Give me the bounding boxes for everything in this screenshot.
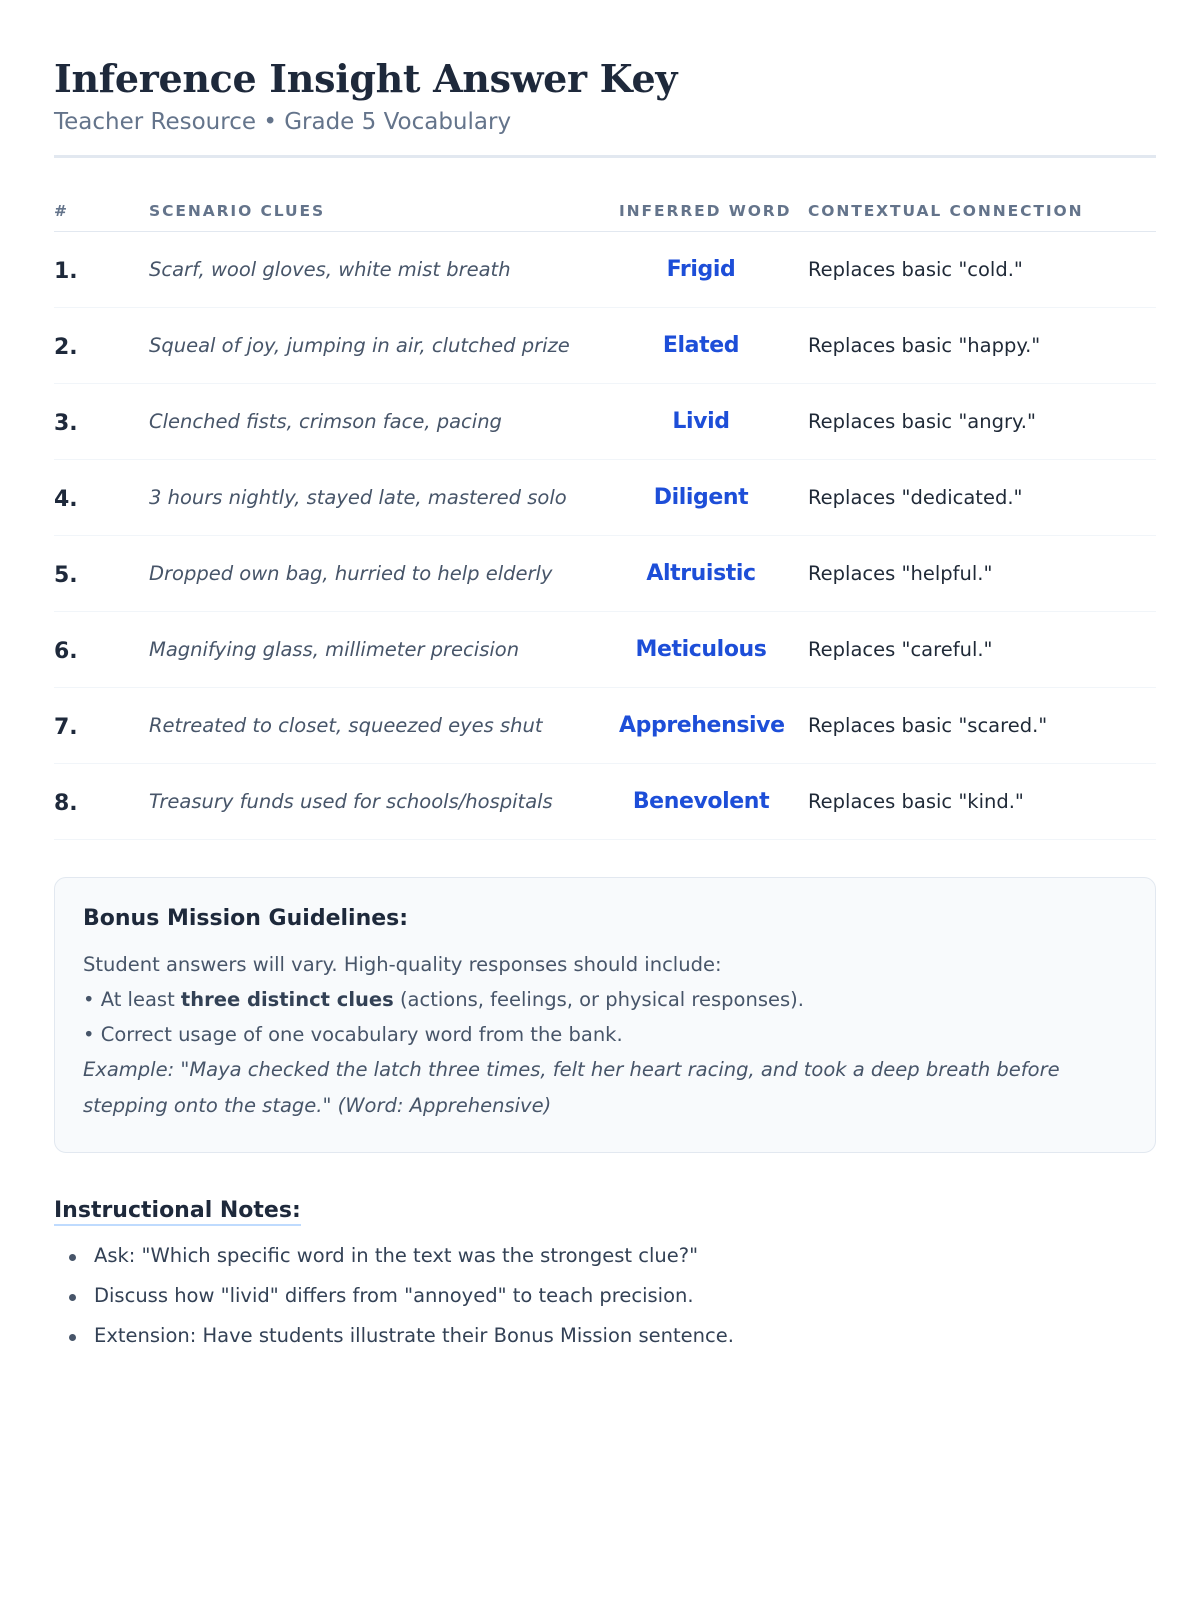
list-item (54, 1244, 734, 1284)
page-title: Inference Insight Answer Key (54, 56, 678, 101)
contextual-connection: Replaces basic "angry." (808, 410, 1036, 433)
bullet-icon (69, 1254, 76, 1261)
bonus-point-emphasis: three distinct clues (180, 988, 394, 1011)
inferred-word: Apprehensive (619, 713, 785, 738)
bonus-mission-panel (54, 877, 1156, 1153)
scenario-clues: Scarf, wool gloves, white mist breath (149, 258, 511, 281)
column-header-connection: CONTEXTUAL CONNECTION (808, 202, 1084, 220)
scenario-clues: Clenched fists, crimson face, pacing (149, 410, 502, 433)
table-row (54, 384, 1156, 460)
inferred-word: Livid (672, 409, 730, 434)
table-row (54, 688, 1156, 764)
bonus-point-prefix: • At least (83, 988, 181, 1011)
list-item (54, 1324, 734, 1364)
title-divider (54, 155, 1156, 158)
column-header-clues: SCENARIO CLUES (149, 202, 326, 220)
bullet-icon (69, 1294, 76, 1301)
inferred-word: Frigid (666, 257, 736, 282)
row-number: 8. (54, 791, 78, 816)
scenario-clues: Treasury funds used for schools/hospitals (149, 790, 553, 813)
inferred-word: Meticulous (635, 637, 767, 662)
scenario-clues: 3 hours nightly, stayed late, mastered solo (149, 486, 567, 509)
bonus-intro: Student answers will vary. High-quality responses should include: (83, 953, 722, 976)
contextual-connection: Replaces "helpful." (808, 562, 993, 585)
contextual-connection: Replaces "careful." (808, 638, 993, 661)
table-row (54, 232, 1156, 308)
note-text: Discuss how "livid" differs from "annoyed" to teach precision. (94, 1284, 694, 1307)
contextual-connection: Replaces basic "cold." (808, 258, 1023, 281)
bonus-title: Bonus Mission Guidelines: (83, 906, 409, 931)
bonus-point-vocabulary: • Correct usage of one vocabulary word from the bank. (83, 1023, 623, 1046)
contextual-connection: Replaces "dedicated." (808, 486, 1023, 509)
scenario-clues: Squeal of joy, jumping in air, clutched prize (149, 334, 570, 357)
contextual-connection: Replaces basic "kind." (808, 790, 1024, 813)
inferred-word: Diligent (653, 485, 749, 510)
scenario-clues: Retreated to closet, squeezed eyes shut (149, 714, 543, 737)
row-number: 7. (54, 715, 78, 740)
notes-title: Instructional Notes: (54, 1198, 301, 1226)
bullet-icon (69, 1334, 76, 1341)
row-number: 4. (54, 487, 78, 512)
table-row (54, 460, 1156, 536)
inferred-word: Elated (662, 333, 740, 358)
inferred-word: Benevolent (632, 789, 770, 814)
bonus-point-suffix: (actions, feelings, or physical responses). (393, 988, 804, 1011)
list-item (54, 1284, 734, 1324)
column-header-number: # (54, 202, 69, 220)
row-number: 5. (54, 563, 78, 588)
table-row (54, 308, 1156, 384)
contextual-connection: Replaces basic "happy." (808, 334, 1041, 357)
note-text: Extension: Have students illustrate their Bonus Mission sentence. (94, 1324, 734, 1347)
notes-list (54, 1244, 734, 1364)
scenario-clues: Magnifying glass, millimeter precision (149, 638, 520, 661)
table-row (54, 536, 1156, 612)
page-subtitle: Teacher Resource • Grade 5 Vocabulary (54, 109, 512, 135)
note-text: Ask: "Which specific word in the text was the strongest clue?" (94, 1244, 699, 1267)
column-header-word: INFERRED WORD (619, 202, 792, 220)
bonus-point-clues (83, 982, 1127, 1017)
contextual-connection: Replaces basic "scared." (808, 714, 1048, 737)
table-header (54, 192, 1156, 232)
table-row (54, 764, 1156, 840)
row-number: 2. (54, 335, 78, 360)
row-number: 6. (54, 639, 78, 664)
table-row (54, 612, 1156, 688)
bonus-example: Example: "Maya checked the latch three times, felt her heart racing, and took a deep breath before stepping onto the stage." (Word: Apprehensive) (83, 1058, 1060, 1117)
answer-table (54, 192, 1156, 840)
row-number: 3. (54, 411, 78, 436)
row-number: 1. (54, 259, 78, 284)
scenario-clues: Dropped own bag, hurried to help elderly (149, 562, 553, 585)
inferred-word: Altruistic (646, 561, 756, 586)
